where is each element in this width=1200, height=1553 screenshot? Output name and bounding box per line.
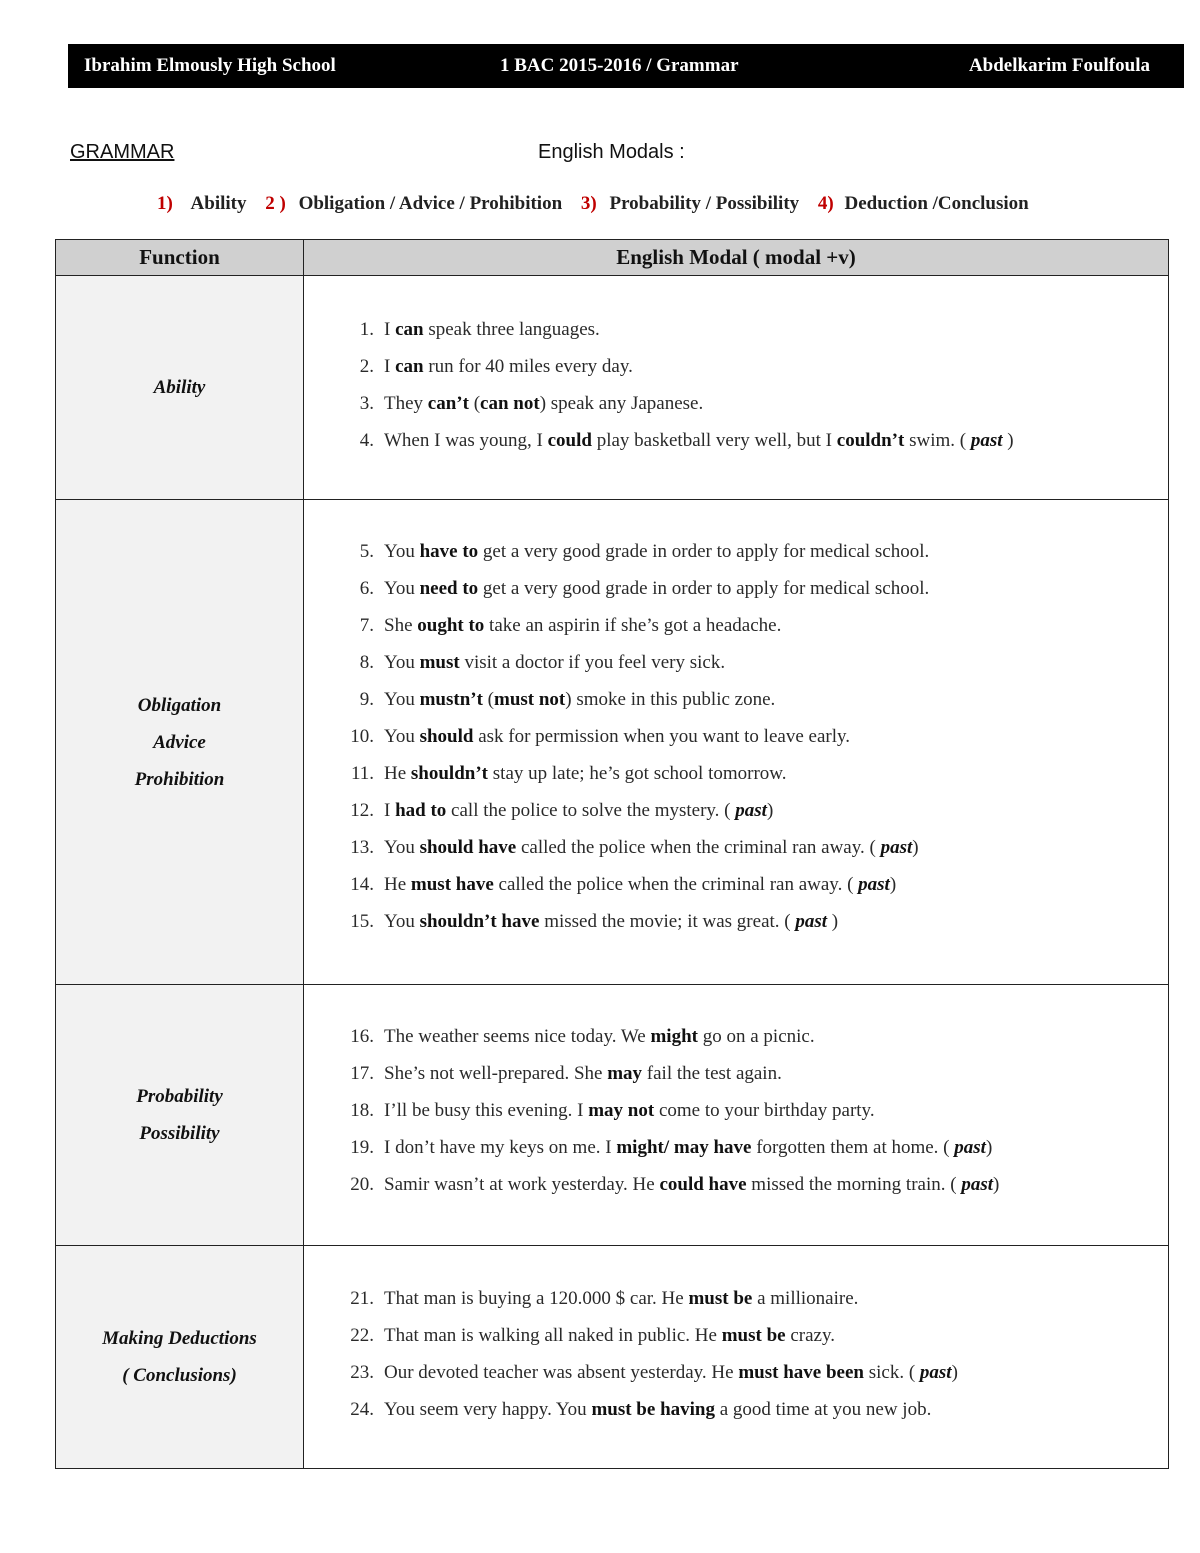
- function-label: ( Conclusions): [122, 1365, 237, 1386]
- modal-verb: may: [607, 1063, 643, 1084]
- example-text: fail the test again.: [642, 1063, 782, 1084]
- example-text: sick. (: [863, 1362, 920, 1383]
- list-item: [304, 1129, 1168, 1166]
- example-text: visit a doctor if you feel very sick.: [459, 652, 726, 673]
- example-number: 5.: [359, 541, 374, 562]
- modal-verb: can not: [480, 393, 540, 414]
- function-cell: [56, 1246, 304, 1469]
- example-text: You: [384, 578, 420, 599]
- example-text: Our devoted teacher was absent yesterday. He: [384, 1362, 739, 1383]
- example-text: get a very good grade in order to apply for medical school.: [478, 541, 930, 562]
- example-list: [304, 276, 1168, 459]
- example-text: a millionaire.: [752, 1288, 859, 1309]
- example-text: a good time at you new job.: [714, 1399, 932, 1420]
- examples-cell: [304, 1246, 1169, 1469]
- example-number: 24.: [350, 1399, 374, 1420]
- modal-verb: could: [547, 430, 592, 451]
- example-text: You: [384, 652, 420, 673]
- example-number: 11.: [350, 763, 374, 784]
- example-text: You: [384, 541, 420, 562]
- modal-verb: should: [419, 726, 474, 747]
- list-item: [304, 1317, 1168, 1354]
- modal-verb: must: [419, 652, 460, 673]
- list-item: [304, 718, 1168, 755]
- modal-verb: have to: [419, 541, 479, 562]
- list-item: [304, 755, 1168, 792]
- example-text: (: [468, 393, 481, 414]
- modal-verb: must have been: [738, 1362, 864, 1383]
- modal-verb: may not: [588, 1100, 655, 1121]
- past-marker: past: [795, 911, 828, 932]
- modal-verb: must be: [688, 1288, 753, 1309]
- past-marker: past: [880, 837, 913, 858]
- category-number: 2 ): [265, 193, 286, 214]
- example-text: ): [985, 1137, 993, 1158]
- author-name: Abdelkarim Foulfoula: [968, 55, 1150, 76]
- list-item: [304, 348, 1168, 385]
- example-number: 21.: [350, 1288, 374, 1309]
- example-number: 22.: [350, 1325, 374, 1346]
- modal-verb: mustn’t: [419, 689, 483, 710]
- column-header-modal: English Modal ( modal +v): [304, 240, 1169, 276]
- list-item: [304, 533, 1168, 570]
- modal-verb: must be: [721, 1325, 786, 1346]
- example-text: run for 40 miles every day.: [423, 356, 633, 377]
- example-text: She’s not well-prepared. She: [384, 1063, 608, 1084]
- function-cell: [56, 500, 304, 985]
- example-text: take an aspirin if she’s got a headache.: [484, 615, 782, 636]
- example-number: 3.: [359, 393, 374, 414]
- function-label: Prohibition: [134, 768, 225, 790]
- example-text: speak three languages.: [423, 319, 600, 340]
- category-label: Probability / Possibility: [609, 193, 800, 214]
- examples-cell: [304, 276, 1169, 500]
- example-text: You: [384, 911, 420, 932]
- example-number: 9.: [359, 689, 374, 710]
- example-text: ): [993, 1174, 1000, 1195]
- modal-verb: should have: [419, 837, 517, 858]
- example-text: ) speak any Japanese.: [539, 393, 704, 414]
- list-item: [304, 607, 1168, 644]
- list-item: [304, 644, 1168, 681]
- list-item: [304, 1055, 1168, 1092]
- list-item: [304, 792, 1168, 829]
- example-text: I: [384, 800, 396, 821]
- example-text: She: [384, 615, 418, 636]
- example-text: You: [384, 837, 420, 858]
- example-text: ask for permission when you want to leave early.: [473, 726, 851, 747]
- example-number: 14.: [350, 874, 374, 895]
- function-cell: [56, 276, 304, 500]
- table-row: [56, 276, 1169, 500]
- example-text: ): [889, 874, 897, 895]
- modal-verb: can: [395, 319, 424, 340]
- example-text: You: [384, 726, 420, 747]
- modal-verb: shouldn’t: [410, 763, 489, 784]
- example-text: ): [827, 911, 839, 932]
- category-number: 3): [580, 193, 597, 214]
- past-marker: past: [961, 1174, 994, 1195]
- example-number: 15.: [350, 911, 374, 932]
- modal-verb: might: [650, 1026, 698, 1047]
- example-text: ): [951, 1362, 958, 1383]
- example-text: I don’t have my keys on me. I: [384, 1137, 617, 1158]
- modal-verb: might/ may have: [616, 1137, 752, 1158]
- example-text: forgotten them at home. (: [751, 1137, 955, 1158]
- example-text: missed the movie; it was great. (: [539, 911, 796, 932]
- example-number: 1.: [359, 319, 374, 340]
- list-item: [304, 1354, 1168, 1391]
- list-item: [304, 570, 1168, 607]
- category-label: Ability: [190, 193, 247, 214]
- modals-table: [55, 239, 1169, 1469]
- example-list: [304, 500, 1168, 940]
- example-text: Samir wasn’t at work yesterday. He: [384, 1174, 660, 1195]
- function-label: Making Deductions: [102, 1328, 257, 1349]
- table-row: [56, 1246, 1169, 1469]
- modal-verb: ought to: [417, 615, 485, 636]
- example-text: The weather seems nice today. We: [384, 1026, 651, 1047]
- example-number: 23.: [350, 1362, 374, 1383]
- category-number: 1): [157, 193, 173, 214]
- example-text: ): [912, 837, 919, 858]
- category-label: Deduction /Conclusion: [844, 193, 1029, 214]
- example-text: call the police to solve the mystery. (: [446, 800, 736, 821]
- school-name: Ibrahim Elmously High School: [84, 55, 336, 76]
- examples-cell: [304, 500, 1169, 985]
- modal-verb: having: [655, 1399, 715, 1420]
- past-marker: past: [858, 874, 890, 895]
- example-number: 12.: [350, 800, 374, 821]
- modal-verb: can’t: [427, 393, 469, 414]
- example-text: crazy.: [785, 1325, 835, 1346]
- example-number: 10.: [350, 726, 374, 747]
- example-text: (: [482, 689, 494, 710]
- list-item: [304, 1018, 1168, 1055]
- list-item: [304, 385, 1168, 422]
- table-header-row: [56, 240, 1169, 276]
- modal-verb: must not: [494, 689, 566, 710]
- past-marker: past: [970, 430, 1003, 451]
- class-info: 1 BAC 2015-2016 / Grammar: [500, 55, 739, 76]
- modal-verb: could have: [659, 1174, 747, 1195]
- example-text: ): [1002, 430, 1014, 451]
- example-text: I: [384, 319, 396, 340]
- function-label: Advice: [153, 731, 206, 753]
- example-text: You seem very happy. You: [384, 1399, 592, 1420]
- example-number: 17.: [350, 1063, 374, 1084]
- example-text: When I was young, I: [384, 430, 548, 451]
- list-item: [304, 1280, 1168, 1317]
- example-text: He: [384, 763, 411, 784]
- example-text: get a very good grade in order to apply for medical school.: [478, 578, 930, 599]
- example-number: 19.: [350, 1137, 374, 1158]
- example-text: ): [766, 800, 774, 821]
- function-label: Possibility: [139, 1123, 220, 1144]
- table-row: [56, 500, 1169, 985]
- category-list: [157, 193, 1029, 215]
- example-number: 20.: [350, 1174, 374, 1195]
- example-text: missed the morning train. (: [746, 1174, 962, 1195]
- modal-verb: shouldn’t have: [419, 911, 540, 932]
- modal-verb: must be: [591, 1399, 656, 1420]
- example-number: 16.: [350, 1026, 374, 1047]
- page-title: English Modals :: [538, 141, 685, 163]
- column-header-function: Function: [56, 240, 304, 276]
- example-text: I: [384, 356, 396, 377]
- header-bar: [68, 44, 1184, 88]
- example-text: called the police when the criminal ran away. (: [493, 874, 859, 895]
- example-text: go on a picnic.: [697, 1026, 815, 1047]
- example-text: You: [384, 689, 420, 710]
- example-text: called the police when the criminal ran away. (: [516, 837, 881, 858]
- modal-verb: need to: [419, 578, 479, 599]
- list-item: [304, 1166, 1168, 1203]
- example-text: They: [384, 393, 428, 414]
- example-number: 8.: [359, 652, 374, 673]
- example-list: [304, 985, 1168, 1203]
- example-text: stay up late; he’s got school tomorrow.: [488, 763, 787, 784]
- table-row: [56, 985, 1169, 1246]
- example-text: come to your birthday party.: [654, 1100, 875, 1121]
- category-label: Obligation / Advice / Prohibition: [298, 193, 563, 214]
- modal-verb: couldn’t: [836, 430, 905, 451]
- list-item: [304, 681, 1168, 718]
- list-item: [304, 311, 1168, 348]
- list-item: [304, 1391, 1168, 1428]
- example-text: play basketball very well, but I: [591, 430, 837, 451]
- list-item: [304, 903, 1168, 940]
- grammar-label: GRAMMAR: [70, 141, 175, 163]
- example-text: ) smoke in this public zone.: [565, 689, 776, 710]
- function-cell: [56, 985, 304, 1246]
- example-number: 6.: [359, 578, 374, 599]
- list-item: [304, 422, 1168, 459]
- example-text: I’ll be busy this evening. I: [384, 1100, 589, 1121]
- example-number: 13.: [350, 837, 374, 858]
- function-label: Ability: [153, 377, 206, 398]
- past-marker: past: [735, 800, 767, 821]
- function-label: Probability: [136, 1086, 223, 1107]
- past-marker: past: [919, 1362, 952, 1383]
- modal-verb: can: [395, 356, 424, 377]
- list-item: [304, 1092, 1168, 1129]
- category-number: 4): [817, 193, 834, 214]
- example-number: 4.: [359, 430, 374, 451]
- modal-verb: had to: [395, 800, 447, 821]
- function-label: Obligation: [137, 694, 222, 716]
- example-number: 2.: [359, 356, 374, 377]
- examples-cell: [304, 985, 1169, 1246]
- example-number: 7.: [359, 615, 374, 636]
- example-text: That man is walking all naked in public. He: [384, 1325, 722, 1346]
- example-text: He: [384, 874, 411, 895]
- example-text: swim. (: [904, 430, 971, 451]
- list-item: [304, 866, 1168, 903]
- modal-verb: must have: [410, 874, 494, 895]
- list-item: [304, 829, 1168, 866]
- past-marker: past: [954, 1137, 986, 1158]
- example-text: That man is buying a 120.000 $ car. He: [384, 1288, 689, 1309]
- example-list: [304, 1246, 1168, 1428]
- example-number: 18.: [350, 1100, 374, 1121]
